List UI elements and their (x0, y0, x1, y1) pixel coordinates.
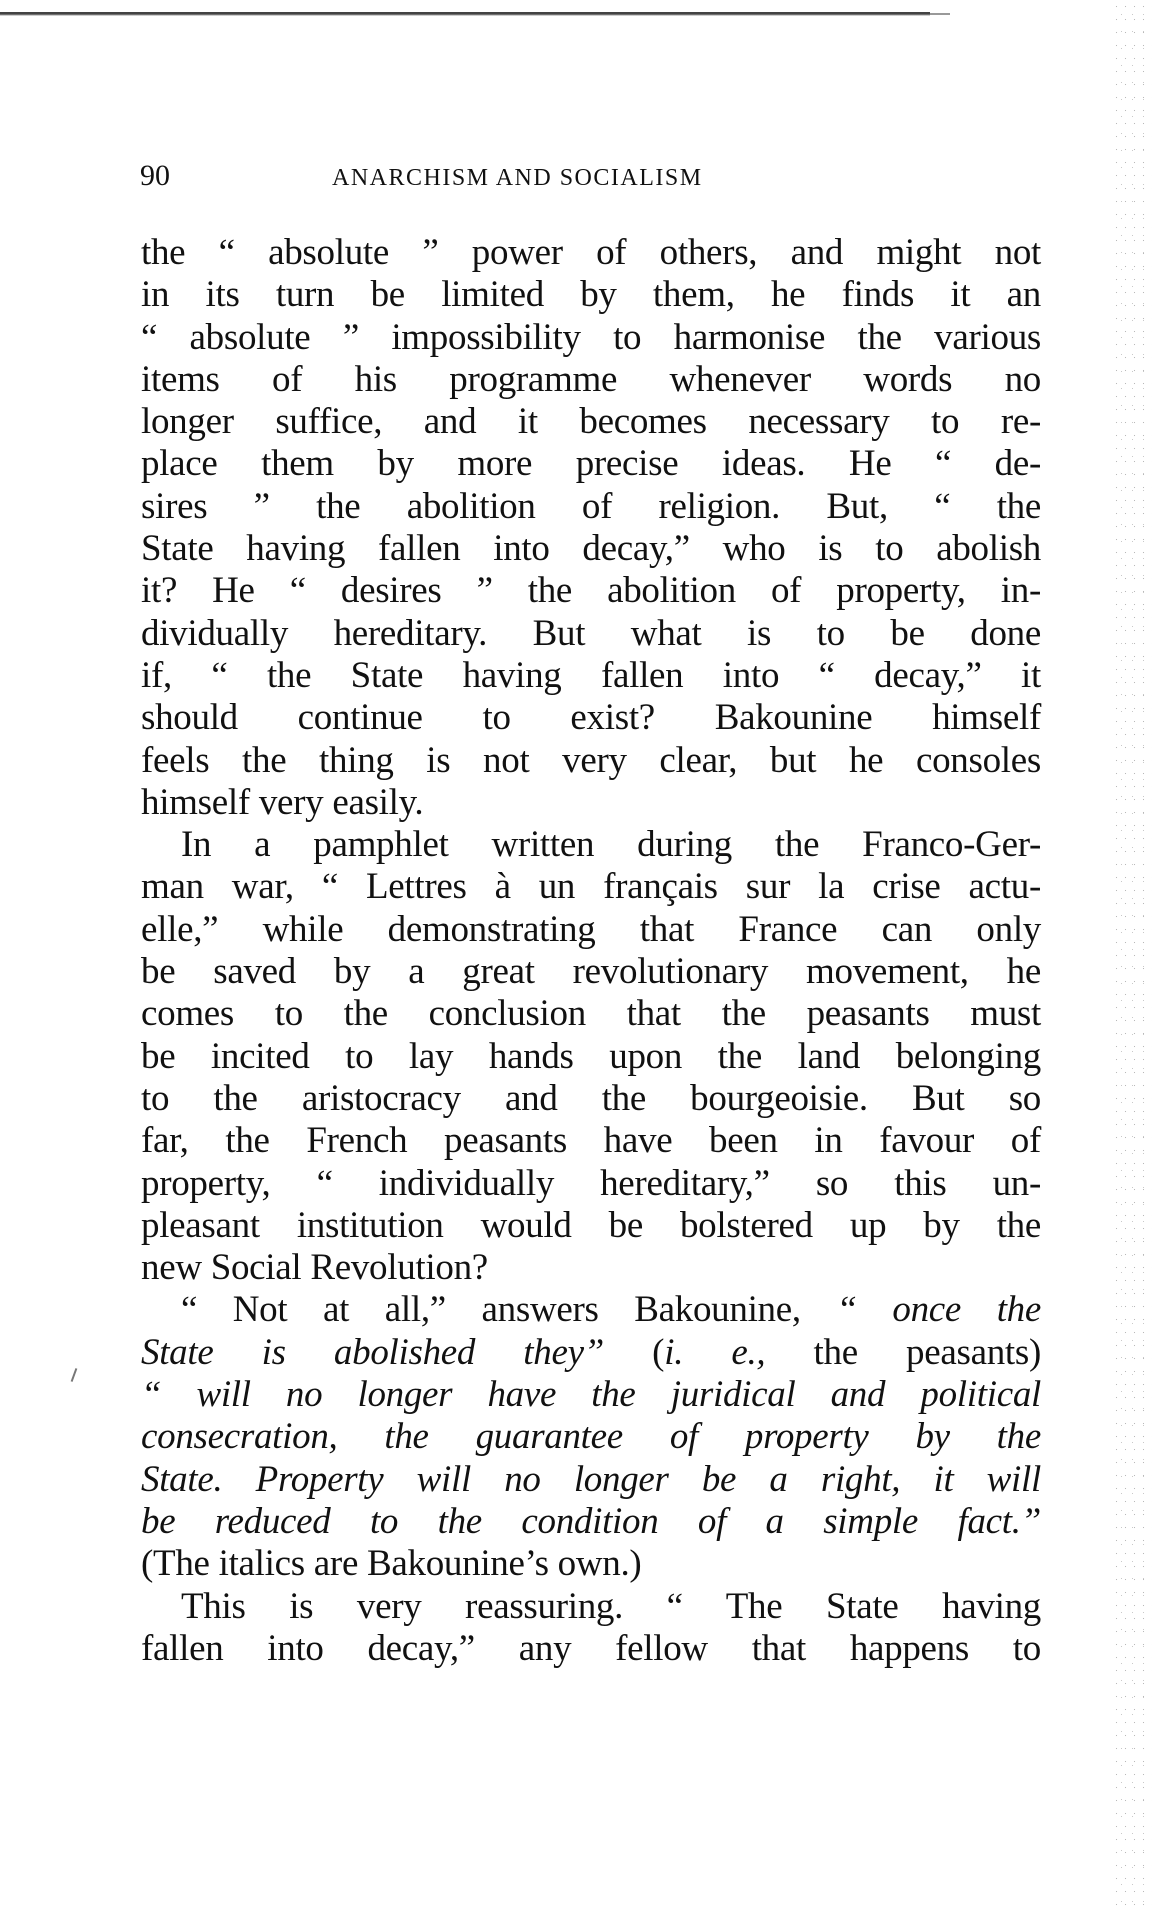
text-line (141, 570, 1041, 612)
text-segment: feels the thing is not very clear, but he consoles (141, 739, 1041, 781)
italic-text: State is abolished they” (141, 1331, 604, 1373)
italic-text: be reduced to the condition of a simple fact.” (141, 1500, 1041, 1542)
text-line (141, 1120, 1041, 1162)
text-line (141, 951, 1041, 993)
text-segment: place them by more precise ideas. He “ de- (141, 443, 1041, 485)
text-line (141, 909, 1041, 951)
italic-text: State. Property will no longer be a right, it will (141, 1458, 1041, 1500)
running-head (140, 156, 1040, 196)
text-line (141, 1586, 1041, 1628)
text-line (141, 401, 1041, 443)
text-segment: far, the French peasants have been in favour of (141, 1120, 1041, 1162)
text-segment: “ absolute ” impossibility to harmonise the various (141, 316, 1041, 358)
text-line (141, 866, 1041, 908)
text-line (141, 1163, 1041, 1205)
text-line (141, 528, 1041, 570)
text-line (141, 1205, 1041, 1247)
text-line (141, 1543, 1041, 1585)
text-line (141, 1459, 1041, 1501)
text-line (141, 1289, 1041, 1331)
body-text (141, 232, 1041, 1670)
scan-top-edge-fade (930, 13, 950, 15)
text-segment: the “ absolute ” power of others, and might not (141, 232, 1041, 273)
text-segment: This is very reassuring. “ The State having (181, 1585, 1041, 1627)
text-segment: In a pamphlet written during the Franco-Ger- (181, 824, 1041, 866)
text-segment: in its turn be limited by them, he finds it an (141, 274, 1041, 316)
text-segment: sires ” the abolition of religion. But, “ the (141, 485, 1041, 527)
text-line (141, 1374, 1041, 1416)
page-number: 90 (140, 159, 170, 192)
text-line (141, 1501, 1041, 1543)
text-segment: property, “ individually hereditary,” so this un- (141, 1162, 1041, 1204)
text-segment: be incited to lay hands upon the land belonging (141, 1035, 1041, 1077)
text-line (141, 317, 1041, 359)
text-line (141, 1416, 1041, 1458)
text-segment: comes to the conclusion that the peasants must (141, 993, 1041, 1035)
text-line (141, 993, 1041, 1035)
text-segment: (The italics are Bakounine’s own.) (141, 1543, 642, 1585)
scan-top-edge (0, 12, 930, 16)
text-segment: elle,” while demonstrating that France can only (141, 908, 1041, 950)
text-segment: State having fallen into decay,” who is to abolish (141, 528, 1041, 570)
stray-mark (71, 1368, 78, 1382)
text-segment: new Social Revolution? (141, 1247, 488, 1289)
text-line (141, 486, 1041, 528)
text-line (141, 1036, 1041, 1078)
italic-text: “ once the (836, 1289, 1041, 1331)
text-segment: items of his programme whenever words no (141, 358, 1041, 400)
italic-text: consecration, the guarantee of property by the (141, 1416, 1041, 1458)
text-segment: if, “ the State having fallen into “ decay,” it (141, 654, 1041, 696)
text-line (141, 782, 1041, 824)
text-segment: man war, “ Lettres à un français sur la crise actu- (141, 866, 1041, 908)
text-line (141, 274, 1041, 316)
text-segment: longer suffice, and it becomes necessary to re- (141, 401, 1041, 443)
text-segment: ( (604, 1331, 665, 1373)
text-line (141, 1332, 1041, 1374)
text-segment: “ Not at all,” answers Bakounine, (181, 1289, 837, 1331)
text-segment: himself very easily. (141, 781, 424, 823)
text-line (141, 697, 1041, 739)
scan-noise-right-edge (1112, 0, 1152, 1913)
text-line (141, 1247, 1041, 1289)
running-title: ANARCHISM AND SOCIALISM (332, 165, 703, 191)
text-line (141, 655, 1041, 697)
text-line (141, 232, 1041, 274)
text-line (141, 740, 1041, 782)
text-line (141, 443, 1041, 485)
italic-text: i. e., (664, 1331, 766, 1373)
text-segment: it? He “ desires ” the abolition of property, in- (141, 570, 1041, 612)
text-segment: dividually hereditary. But what is to be done (141, 612, 1041, 654)
text-segment: pleasant institution would be bolstered up by the (141, 1204, 1041, 1246)
text-segment: should continue to exist? Bakounine himself (141, 697, 1041, 739)
text-segment: to the aristocracy and the bourgeoisie. But so (141, 1077, 1041, 1119)
text-line (141, 824, 1041, 866)
text-line (141, 1078, 1041, 1120)
text-segment: be saved by a great revolutionary movement, he (141, 951, 1041, 993)
text-line (141, 1628, 1041, 1670)
italic-text: “ will no longer have the juridical and political (141, 1374, 1041, 1416)
text-segment: the peasants) (765, 1331, 1041, 1373)
text-line (141, 613, 1041, 655)
text-segment: fallen into decay,” any fellow that happens to (141, 1627, 1041, 1669)
text-line (141, 359, 1041, 401)
